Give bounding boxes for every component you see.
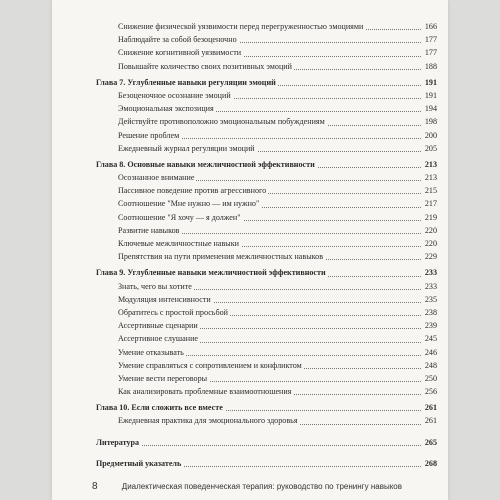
toc-entry-title: Пассивное поведение против агрессивного xyxy=(118,186,267,196)
toc-entry-page: 191 xyxy=(423,89,437,102)
toc-entry xyxy=(96,102,437,115)
toc-entry xyxy=(96,171,437,184)
toc-entry xyxy=(96,211,437,224)
toc-entry xyxy=(96,293,437,306)
toc-entry xyxy=(96,250,437,263)
toc-entry-title: Обратитесь с простой просьбой xyxy=(118,307,228,317)
toc-entry-title: Безоценочное осознание эмоций xyxy=(118,90,231,100)
toc-entry-page: 217 xyxy=(423,197,437,210)
toc-entry-page: 220 xyxy=(423,237,437,250)
toc-entry-title: Модуляция интенсивности xyxy=(118,294,211,304)
toc-entry-page: 245 xyxy=(423,332,437,345)
toc-entry-title: Как анализировать проблемные взаимоотношения xyxy=(118,387,292,397)
toc-chapter xyxy=(96,266,437,279)
toc-entry-page: 198 xyxy=(423,115,437,128)
toc-entry-page: 213 xyxy=(423,171,437,184)
toc-entry-title: Препятствия на пути применения межличностных навыков xyxy=(118,252,324,262)
toc-entry-page: 239 xyxy=(423,319,437,332)
toc-entry-title: Снижение физической уязвимости перед перегруженностью эмоциями xyxy=(118,22,364,31)
toc-entry xyxy=(96,280,437,293)
toc-entry xyxy=(96,306,437,319)
toc-entry-title: Развитие навыков xyxy=(118,225,180,235)
toc-entry xyxy=(96,319,437,332)
toc-entry-title: Глава 9. Углубленные навыки межличностной эффективности xyxy=(96,268,326,278)
toc-back-matter xyxy=(96,457,437,470)
toc-entry-page: 177 xyxy=(423,46,437,59)
toc-entry-title: Глава 8. Основные навыки межличностной эффективности xyxy=(96,159,315,169)
toc-entry-page: 229 xyxy=(423,250,437,263)
toc-entry xyxy=(96,224,437,237)
toc-entry-title: Ключевые межличностные навыки xyxy=(118,239,240,248)
toc-entry xyxy=(96,346,437,359)
toc-chapter xyxy=(96,401,437,414)
toc-chapter xyxy=(96,158,437,171)
toc-entry-title: Глава 10. Если сложить все вместе xyxy=(96,403,223,413)
toc-entry xyxy=(96,237,437,250)
toc-entry-title: Действуйте противоположно эмоциональным побуждениям xyxy=(118,117,325,127)
toc-entry-title: Глава 7. Углубленные навыки регуляции эмоций xyxy=(96,77,276,87)
toc-entry xyxy=(96,197,437,210)
toc-entry xyxy=(96,359,437,372)
toc-entry-page: 200 xyxy=(423,129,437,142)
toc-entry-page: 250 xyxy=(423,372,437,385)
toc-entry-page: 194 xyxy=(423,102,437,115)
toc-entry-title: Снижение когнитивной уязвимости xyxy=(118,48,242,58)
toc-entry-title: Знать, чего вы хотите xyxy=(118,281,192,291)
running-title: Диалектическая поведенческая терапия: руководство по тренингу навыков xyxy=(121,482,402,491)
toc-entry-title: Умение отказывать xyxy=(118,347,184,357)
toc-entry-title: Повышайте количество своих позитивных эмоций xyxy=(118,61,292,71)
toc-entry-page: 261 xyxy=(423,401,437,414)
toc-entry-page: 220 xyxy=(423,224,437,237)
toc-entry-title: Осознанное внимание xyxy=(118,173,195,183)
toc-entry-page: 233 xyxy=(423,280,437,293)
toc-entry-page: 265 xyxy=(423,436,437,449)
toc-entry xyxy=(96,89,437,102)
toc-entry xyxy=(96,46,437,59)
toc-entry-page: 248 xyxy=(423,359,437,372)
toc-entry xyxy=(96,184,437,197)
toc-entry xyxy=(96,385,437,398)
toc-entry-title: Ежедневная практика для эмоционального здоровья xyxy=(118,416,298,426)
page-number: 8 xyxy=(92,481,98,492)
toc-entry-title: Ассертивные сценарии xyxy=(118,321,198,331)
toc-entry xyxy=(96,129,437,142)
toc-entry-title: Соотношение "Мне нужно — им нужно" xyxy=(118,199,260,209)
table-of-contents xyxy=(96,20,437,470)
toc-entry-page: 219 xyxy=(423,211,437,224)
toc-entry-page: 205 xyxy=(423,142,437,155)
page-footer xyxy=(92,481,402,492)
toc-entry xyxy=(96,20,437,33)
toc-entry xyxy=(96,414,437,427)
toc-entry-title: Ежедневный журнал регуляции эмоций xyxy=(118,143,255,153)
toc-entry-page: 188 xyxy=(423,60,437,73)
toc-entry-page: 213 xyxy=(423,158,437,171)
toc-entry xyxy=(96,372,437,385)
toc-entry-title: Предметный указатель xyxy=(96,458,182,468)
toc-entry xyxy=(96,332,437,345)
toc-entry-title: Ассертивное слушание xyxy=(118,334,199,344)
toc-entry-title: Решение проблем xyxy=(118,130,180,140)
toc-entry-page: 256 xyxy=(423,385,437,398)
toc-entry xyxy=(96,115,437,128)
toc-entry-title: Эмоциональная экспозиция xyxy=(118,104,214,114)
toc-entry xyxy=(96,142,437,155)
toc-entry-page: 268 xyxy=(423,457,437,470)
toc-entry-page: 166 xyxy=(423,20,437,33)
toc-entry-page: 238 xyxy=(423,306,437,319)
toc-entry-page: 191 xyxy=(423,76,437,89)
toc-entry-title: Литература xyxy=(96,437,140,447)
toc-entry-title: Умение справляться с сопротивлением и конфликтом xyxy=(118,360,302,370)
toc-entry-page: 261 xyxy=(423,414,437,427)
toc-chapter xyxy=(96,76,437,89)
toc-entry-title: Умение вести переговоры xyxy=(118,373,208,383)
toc-entry-page: 235 xyxy=(423,293,437,306)
dot-leader xyxy=(96,445,421,446)
toc-entry-page: 246 xyxy=(423,346,437,359)
toc-entry xyxy=(96,60,437,73)
toc-entry-title: Соотношение "Я хочу — я должен" xyxy=(118,212,241,222)
toc-back-matter xyxy=(96,436,437,449)
toc-entry-title: Наблюдайте за собой безоценочно xyxy=(118,35,237,45)
book-page xyxy=(52,0,448,500)
toc-entry-page: 177 xyxy=(423,33,437,46)
toc-entry-page: 233 xyxy=(423,266,437,279)
toc-entry xyxy=(96,33,437,46)
toc-entry-page: 215 xyxy=(423,184,437,197)
